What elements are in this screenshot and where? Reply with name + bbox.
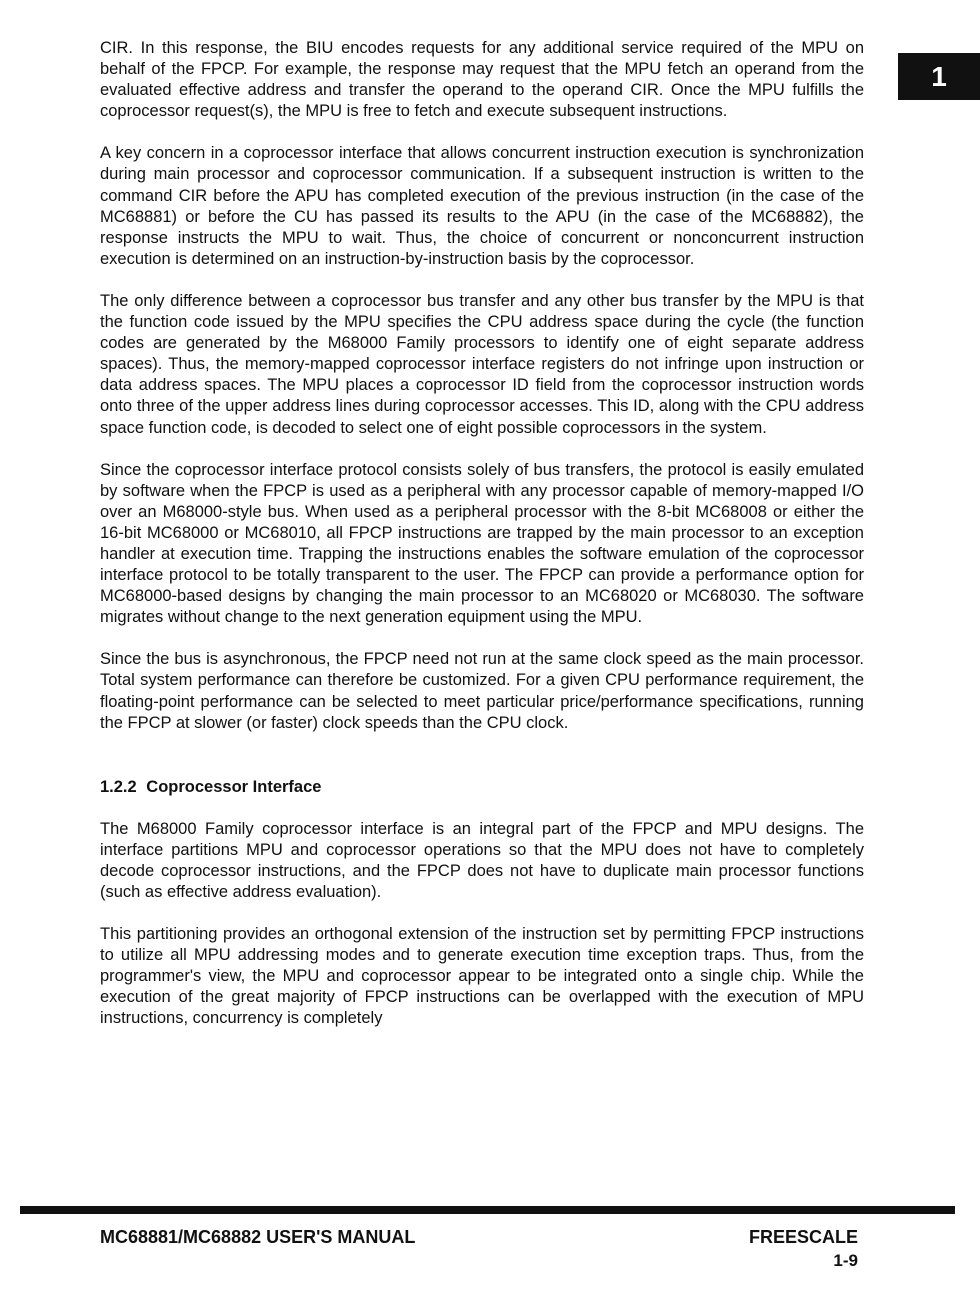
- manual-title: MC68881/MC68882 USER'S MANUAL: [100, 1227, 416, 1247]
- paragraph: Since the bus is asynchronous, the FPCP need not run at the same clock speed as the main processor. Total system performance can therefore be customized. For a given CPU performance requirement, the floating-point performance can be selected to meet particular price/performance specifications, running the FPCP at slower (or faster) clock speeds than the CPU clock.: [100, 650, 864, 732]
- section-title: Coprocessor Interface: [146, 777, 322, 796]
- section-heading: [100, 777, 864, 798]
- publisher-name: FREESCALE: [748, 1227, 858, 1247]
- paragraph: CIR. In this response, the BIU encodes requests for any additional service required of the MPU on behalf of the FPCP. For example, the response may request that the MPU fetch an operand from the evaluated effective address and transfer the operand to the operand CIR. Once the MPU fulfills the coprocessor request(s), the MPU is free to fetch and execute subsequent instructions.: [100, 39, 864, 121]
- page-number: 1-9: [833, 1251, 858, 1270]
- paragraph: This partitioning provides an orthogonal extension of the instruction set by permitting FPCP instructions to utilize all MPU addressing modes and to generate execution time exception traps. Thus, from the programmer's view, the MPU and coprocessor appear to be integrated onto a single chip. While the execution of the great majority of FPCP instructions can be overlapped with the execution of MPU instructions, concurrency is completely: [100, 925, 864, 1028]
- chapter-tab: 1: [898, 53, 980, 100]
- section-number: 1.2.2: [100, 777, 137, 796]
- footer-divider: [20, 1206, 955, 1214]
- paragraph: The only difference between a coprocessor bus transfer and any other bus transfer by the MPU is that the function code issued by the MPU specifies the CPU address space during the cycle (the function codes are generated by the M68000 Family processors to identify one of eight separate address spaces). Thus, the memory-mapped coprocessor interface registers do not infringe upon instruction or data address spaces. The MPU places a coprocessor ID field from the coprocessor instruction words onto three of the upper address lines during coprocessor accesses. This ID, along with the CPU address space function code, is decoded to select one of eight possible coprocessors in the system.: [100, 291, 864, 437]
- paragraph: Since the coprocessor interface protocol consists solely of bus transfers, the protocol is easily emulated by software when the FPCP is used as a peripheral with any processor capable of memory-mapped I/O over an M68000-style bus. When used as a peripheral processor with the 8-bit MC68008 or either the 16-bit MC68000 or MC68010, all FPCP instructions are trapped by the main processor to an exception handler at execution time. Trapping the instructions enables the software emulation of the coprocessor interface protocol to be totally transparent to the user. The FPCP can provide a performance option for MC68000-based designs by changing the main processor to an MC68020 or MC68030. The software migrates without change to the next generation equipment using the MPU.: [100, 460, 864, 627]
- paragraph: The M68000 Family coprocessor interface is an integral part of the FPCP and MPU designs. The interface partitions MPU and coprocessor operations so that the MPU does not have to completely decode coprocessor instructions, and the FPCP does not have to duplicate main processor functions (such as effective address evaluation).: [100, 819, 864, 901]
- paragraph: A key concern in a coprocessor interface that allows concurrent instruction execution is synchronization during main processor and coprocessor communication. If a subsequent instruction is written to the command CIR before the APU has completed execution of the previous instruction (in the case of the MC68881) or before the CU has passed its results to the APU (in the case of the MC68882), the response instructs the MPU to wait. Thus, the choice of concurrent or nonconcurrent instruction execution is determined on an instruction-by-instruction basis by the coprocessor.: [100, 144, 864, 268]
- page-body: [100, 38, 864, 1051]
